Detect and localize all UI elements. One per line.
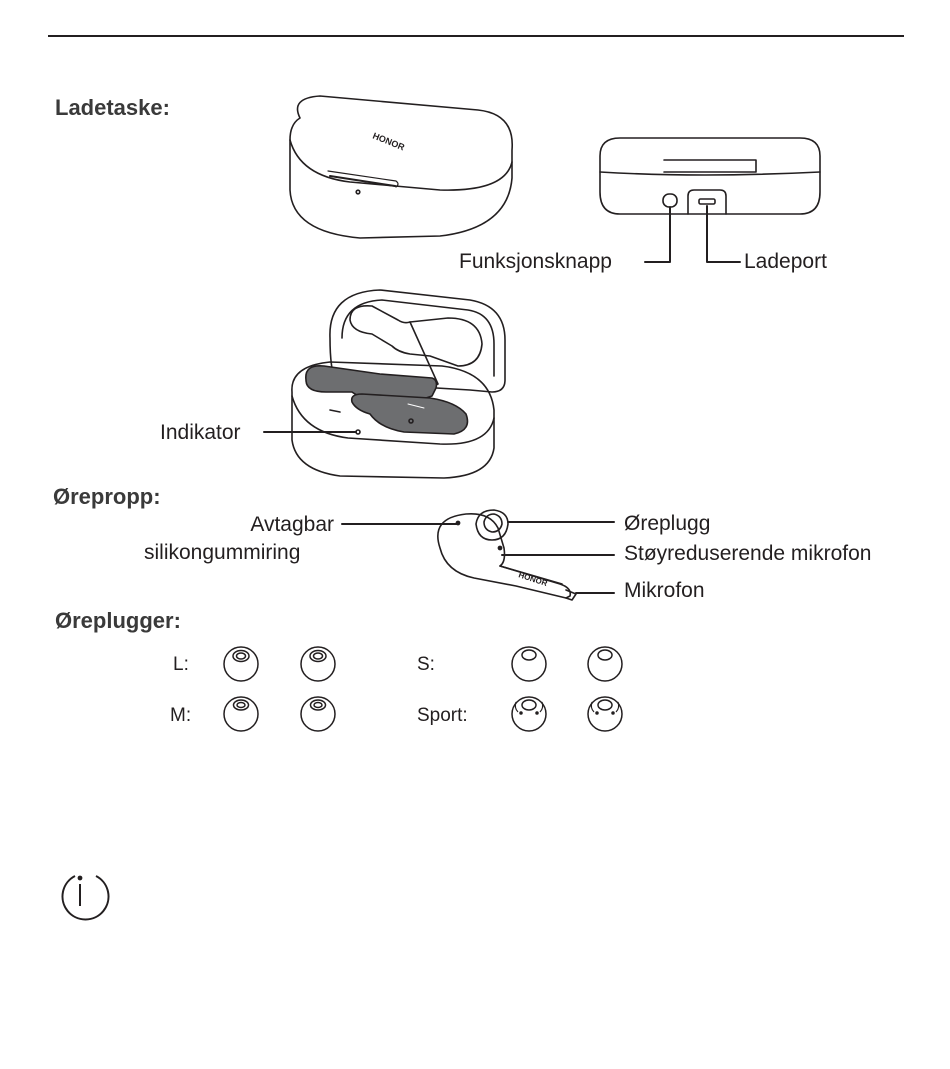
size-m-label: M: — [170, 705, 192, 726]
ear-tip-l-left — [224, 647, 258, 681]
ear-tip-label: Øreplugg — [624, 512, 711, 535]
ear-tip-m-right — [301, 697, 335, 731]
removable-ring-label-line2: silikongummiring — [144, 541, 301, 564]
ear-tip-s-right — [588, 647, 622, 681]
earbud-heading: Ørepropp: — [53, 484, 161, 509]
earbud-brand: HONOR — [517, 570, 549, 589]
closed-case-brand: HONOR — [371, 130, 407, 153]
info-icon — [63, 876, 109, 920]
ear-tip-sport-right — [588, 697, 622, 731]
size-l-label: L: — [173, 654, 189, 675]
removable-ring-label-line1: Avtagbar — [250, 513, 334, 536]
mic-label: Mikrofon — [624, 579, 705, 602]
ear-tips-heading: Øreplugger: — [55, 608, 181, 633]
noise-mic-label: Støyreduserende mikrofon — [624, 542, 872, 565]
size-s-label: S: — [417, 654, 435, 675]
ear-tip-l-right — [301, 647, 335, 681]
ear-tip-m-left — [224, 697, 258, 731]
indicator-label: Indikator — [160, 421, 241, 444]
size-sport-label: Sport: — [417, 705, 468, 726]
function-button-label: Funksjonsknapp — [459, 250, 612, 273]
case-heading: Ladetaske: — [55, 95, 170, 120]
ear-tip-s-left — [512, 647, 546, 681]
ear-tip-sport-left — [512, 697, 546, 731]
charging-port-label: Ladeport — [744, 250, 827, 273]
